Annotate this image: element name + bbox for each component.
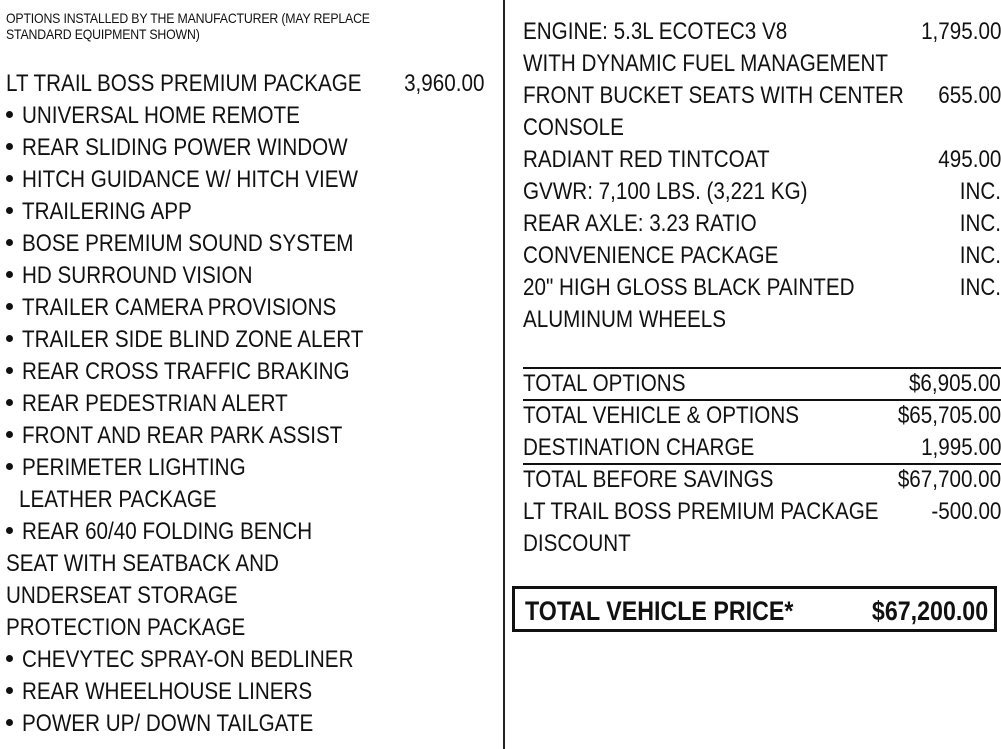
option-label-continuation: ALUMINUM WHEELS (523, 306, 726, 333)
package-price: 3,960.00 (403, 70, 484, 97)
option-label-continuation: CONSOLE (523, 114, 624, 141)
total-vehicle-price-box (512, 586, 997, 632)
option-label-continuation: WITH DYNAMIC FUEL MANAGEMENT (523, 50, 889, 77)
package-discount-label-continuation: DISCOUNT (523, 530, 631, 557)
protection-package-title: PROTECTION PACKAGE (6, 614, 246, 641)
total-before-savings-value: $67,700.00 (897, 466, 1001, 493)
package-discount-value: -500.00 (930, 498, 1001, 525)
option-price: INC. (959, 210, 1001, 237)
option-label: ENGINE: 5.3L ECOTEC3 V8 (523, 18, 788, 45)
option-price: INC. (959, 274, 1001, 301)
list-item: TRAILER SIDE BLIND ZONE ALERT (6, 324, 419, 356)
total-options-value: $6,905.00 (909, 370, 1001, 397)
bullet-icon (6, 239, 13, 246)
list-item: HD SURROUND VISION (6, 260, 290, 292)
list-item: POWER UP/ DOWN TAILGATE (6, 708, 361, 740)
options-right-column (523, 0, 1001, 749)
destination-charge-label: DESTINATION CHARGE (523, 434, 755, 461)
list-item: REAR PEDESTRIAN ALERT (6, 388, 331, 420)
total-options-label: TOTAL OPTIONS (523, 370, 686, 397)
total-vehicle-price-label: TOTAL VEHICLE PRICE* (525, 596, 794, 626)
bullet-icon (6, 527, 13, 534)
bullet-icon (6, 175, 13, 182)
option-price: 655.00 (937, 82, 1001, 109)
total-before-savings-label: TOTAL BEFORE SAVINGS (523, 466, 774, 493)
header-note-line: OPTIONS INSTALLED BY THE MANUFACTURER (MAY REPLACE (6, 10, 370, 26)
bullet-icon (6, 207, 13, 214)
list-item: REAR SLIDING POWER WINDOW (6, 132, 401, 164)
bullet-icon (6, 303, 13, 310)
option-price: 495.00 (937, 146, 1001, 173)
total-vehicle-price-value: $67,200.00 (871, 596, 988, 626)
list-item-continuation: UNDERSEAT STORAGE (6, 582, 238, 609)
list-item-continuation: SEAT WITH SEATBACK AND (6, 550, 279, 577)
list-item: BOSE PREMIUM SOUND SYSTEM (6, 228, 407, 260)
option-label: CONVENIENCE PACKAGE (523, 242, 779, 269)
option-label: RADIANT RED TINTCOAT (523, 146, 770, 173)
list-item: TRAILERING APP (6, 196, 219, 228)
list-item: REAR WHEELHOUSE LINERS (6, 676, 359, 708)
option-label: GVWR: 7,100 LBS. (3,221 KG) (523, 178, 808, 205)
option-price: INC. (959, 242, 1001, 269)
option-label: FRONT BUCKET SEATS WITH CENTER (523, 82, 904, 109)
package-title: LT TRAIL BOSS PREMIUM PACKAGE (6, 70, 362, 97)
list-item: UNIVERSAL HOME REMOTE (6, 100, 345, 132)
bullet-icon (6, 399, 13, 406)
leather-package-title: LEATHER PACKAGE (19, 486, 217, 513)
list-item: CHEVYTEC SPRAY-ON BEDLINER (6, 644, 407, 676)
bullet-icon (6, 463, 13, 470)
list-item: HITCH GUIDANCE W/ HITCH VIEW (6, 164, 413, 196)
bullet-icon (6, 687, 13, 694)
total-vehicle-options-value: $65,705.00 (897, 402, 1001, 429)
list-item: PERIMETER LIGHTING (6, 452, 282, 484)
bullet-icon (6, 719, 13, 726)
bullet-icon (6, 111, 13, 118)
list-item: REAR 60/40 FOLDING BENCH (6, 516, 359, 548)
list-item: TRAILER CAMERA PROVISIONS (6, 292, 387, 324)
destination-charge-value: 1,995.00 (920, 434, 1001, 461)
bullet-icon (6, 335, 13, 342)
header-note-line: STANDARD EQUIPMENT SHOWN) (6, 26, 200, 42)
option-price: INC. (959, 178, 1001, 205)
column-divider (503, 0, 505, 749)
total-vehicle-options-label: TOTAL VEHICLE & OPTIONS (523, 402, 800, 429)
option-label: REAR AXLE: 3.23 RATIO (523, 210, 757, 237)
bullet-icon (6, 655, 13, 662)
option-price: 1,795.00 (920, 18, 1001, 45)
options-left-column (6, 0, 492, 749)
bullet-icon (6, 431, 13, 438)
list-item: REAR CROSS TRAFFIC BRAKING (6, 356, 403, 388)
bullet-icon (6, 271, 13, 278)
bullet-icon (6, 367, 13, 374)
package-discount-label: LT TRAIL BOSS PREMIUM PACKAGE (523, 498, 879, 525)
list-item: FRONT AND REAR PARK ASSIST (6, 420, 395, 452)
bullet-icon (6, 143, 13, 150)
option-label: 20" HIGH GLOSS BLACK PAINTED (523, 274, 855, 301)
options-header-note (6, 10, 370, 42)
